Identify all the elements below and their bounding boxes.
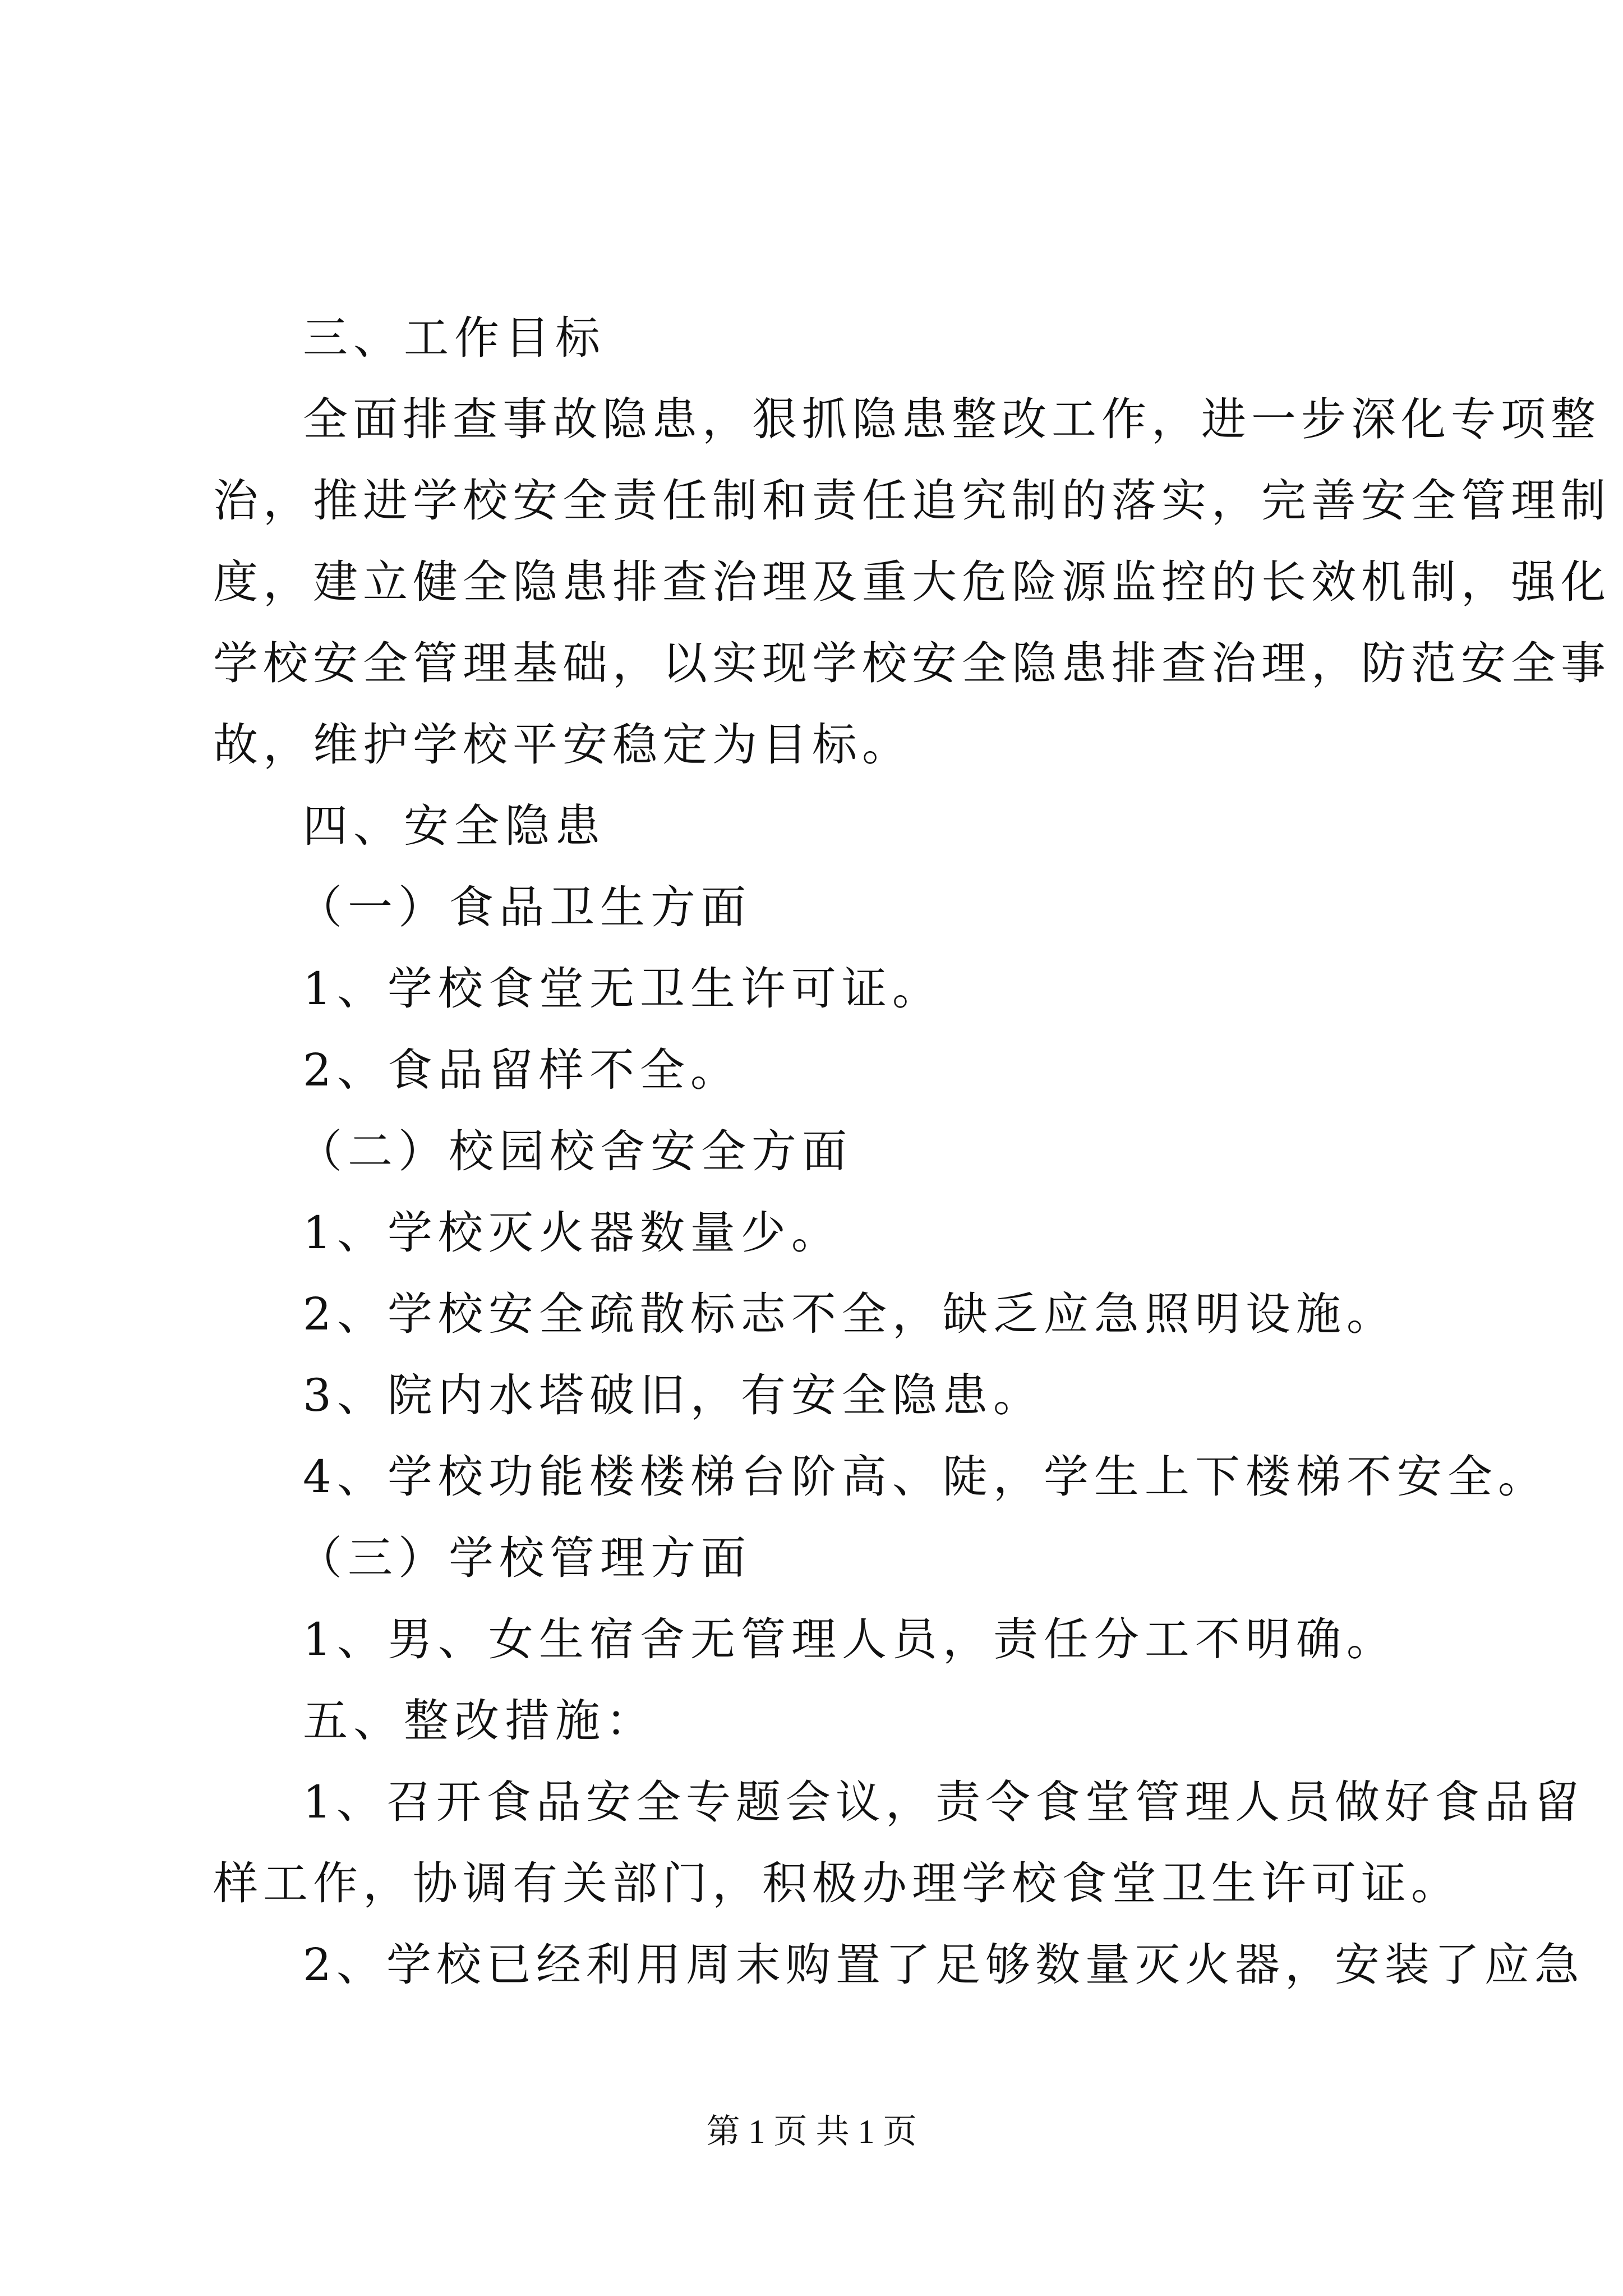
paragraph-line: 样工作，协调有关部门，积极办理学校食堂卫生许可证。 (213, 1857, 1461, 1910)
paragraph-line: 1、召开食品安全专题会议，责令食堂管理人员做好食品留 (303, 1776, 1584, 1828)
document-body (213, 297, 1611, 2005)
list-item: 2、食品留样不全。 (303, 1044, 741, 1096)
subsection-heading-food: （一）食品卫生方面 (297, 881, 751, 933)
list-item: 2、学校安全疏散标志不全，缺乏应急照明设施。 (303, 1288, 1397, 1340)
section-heading-hazards: 四、安全隐患 (303, 800, 606, 852)
paragraph-line: 学校安全管理基础，以实现学校安全隐患排查治理，防范安全事 (213, 637, 1611, 689)
section-heading-measures: 五、整改措施： (303, 1695, 656, 1747)
paragraph-line: 2、学校已经利用周末购置了足够数量灭火器，安装了应急 (303, 1939, 1584, 1991)
paragraph-line: 治，推进学校安全责任制和责任追究制的落实，完善安全管理制 (213, 475, 1611, 527)
list-item: 1、学校灭火器数量少。 (303, 1207, 842, 1259)
subsection-heading-management: （三）学校管理方面 (297, 1532, 751, 1584)
page-number-footer: 第 1 页 共 1 页 (706, 2113, 917, 2150)
list-item: 1、学校食堂无卫生许可证。 (303, 963, 943, 1015)
list-item: 1、男、女生宿舍无管理人员，责任分工不明确。 (303, 1613, 1397, 1665)
paragraph-line: 度，建立健全隐患排查治理及重大危险源监控的长效机制，强化 (213, 556, 1611, 608)
subsection-heading-campus: （二）校园校舍安全方面 (297, 1125, 852, 1177)
paragraph-line: 全面排查事故隐患，狠抓隐患整改工作，进一步深化专项整 (303, 393, 1601, 445)
paragraph-line: 故，维护学校平安稳定为目标。 (213, 719, 912, 771)
list-item: 3、院内水塔破旧，有安全隐患。 (303, 1369, 1044, 1421)
section-heading-goals: 三、工作目标 (303, 312, 606, 364)
list-item: 4、学校功能楼楼梯台阶高、陡，学生上下楼梯不安全。 (303, 1451, 1548, 1503)
